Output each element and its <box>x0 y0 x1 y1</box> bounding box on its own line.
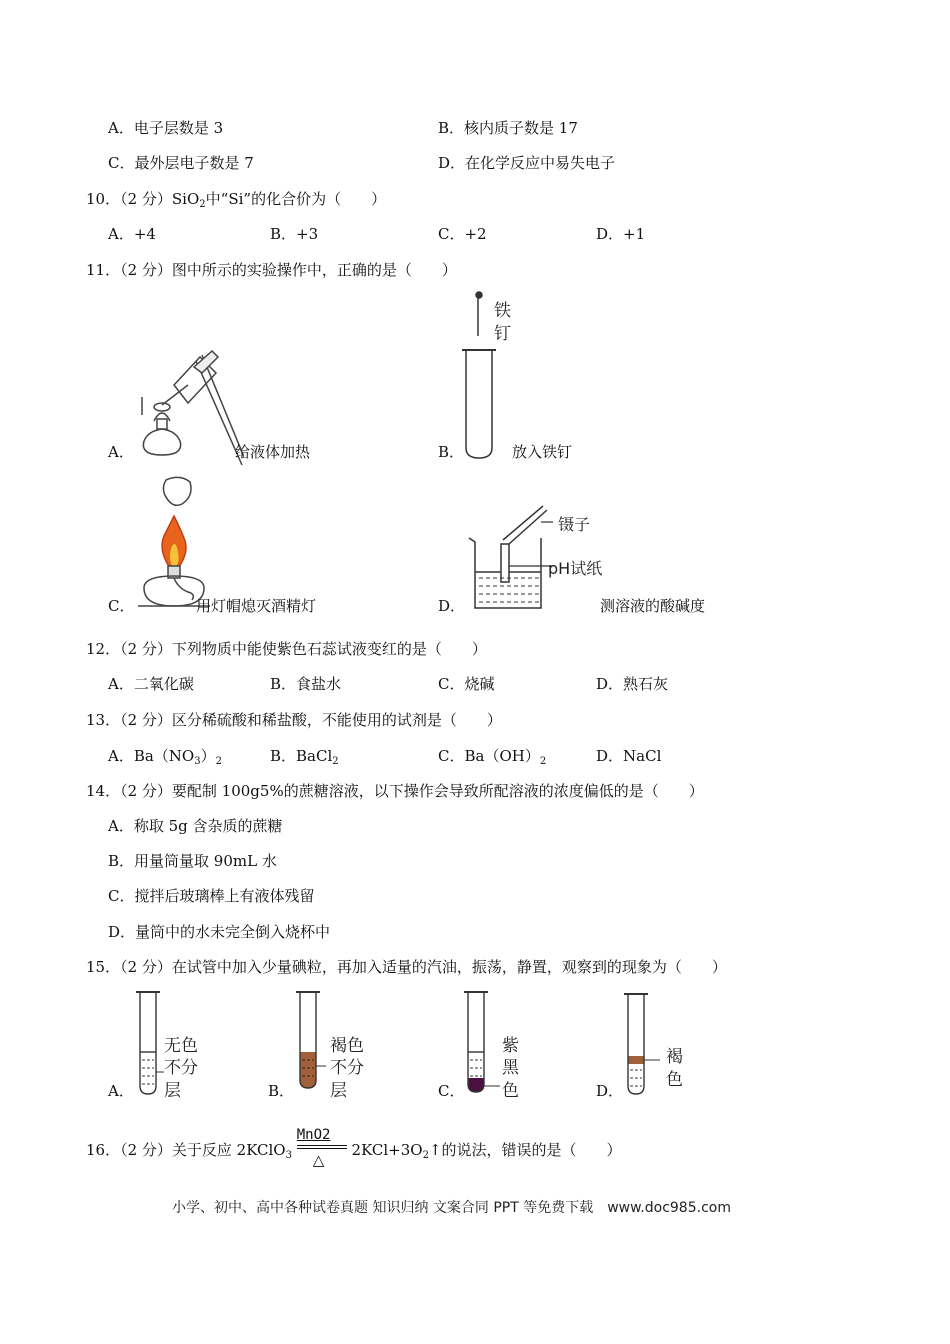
q12-stem: 12．（2 分）下列物质中能使紫色石蕊试液变红的是（ ） <box>86 640 487 658</box>
q14-option-a: A．称取 5g 含杂质的蔗糖 <box>108 817 283 835</box>
q13-option-c: C．$Ba(OH)_2$ <box>438 747 547 767</box>
q9-option-d: D．在化学反应中易失电子 <box>438 154 616 172</box>
q14-option-c: C．搅拌后玻璃棒上有液体残留 <box>108 887 315 905</box>
q11-option-a-caption: 给液体加热 <box>235 443 311 461</box>
reaction-condition <box>296 1127 347 1169</box>
figure-heating-liquid <box>132 345 244 467</box>
q13-option-d: D．NaCl <box>596 747 662 765</box>
q15-c-label-2: 黑 <box>502 1058 519 1078</box>
q15-b-label-1: 褐色 <box>330 1036 364 1056</box>
figure-alcohol-lamp-cap <box>130 472 210 612</box>
q10-option-d: D．+1 <box>596 225 646 243</box>
q15-b-label-2: 不分 <box>330 1058 364 1078</box>
q11-option-b-caption: 放入铁钉 <box>512 443 573 461</box>
q11-option-d-caption: 测溶液的酸碱度 <box>600 597 706 615</box>
q11-stem: 11．（2 分）图中所示的实验操作中，正确的是（ ） <box>86 261 457 279</box>
q9-option-b: B．核内质子数是 17 <box>438 119 578 137</box>
q11-option-b-letter: B． <box>438 443 465 461</box>
q11-d-label-ph-paper: pH试纸 <box>548 559 603 578</box>
q12-option-a: A．二氧化碳 <box>108 675 194 693</box>
q15-b-label-3: 层 <box>330 1081 347 1101</box>
q15-stem: 15．（2 分）在试管中加入少量碘粒，再加入适量的汽油，振荡，静置，观察到的现象为（ ） <box>86 958 727 976</box>
q11-b-label-1: 铁 <box>494 301 511 321</box>
q13-option-b: B．BaCl$_2$ <box>270 747 339 767</box>
q12-option-d: D．熟石灰 <box>596 675 669 693</box>
q15-c-label-3: 色 <box>502 1081 519 1101</box>
q15-a-label-1: 无色 <box>164 1036 198 1056</box>
q10-option-a: A．+4 <box>108 225 156 243</box>
q11-b-label-2: 钉 <box>494 324 511 344</box>
figure-beaker-ph <box>465 500 555 612</box>
q15-d-label-1: 褐 <box>666 1047 683 1067</box>
q15-d-label-2: 色 <box>666 1070 683 1090</box>
q15-a-label-2: 不分 <box>164 1058 198 1078</box>
q9-option-c: C．最外层电子数是 7 <box>108 154 254 172</box>
q15-option-b-letter: B． <box>268 1082 295 1100</box>
catalyst-label: MnO2 <box>296 1127 331 1143</box>
q15-a-label-3: 层 <box>164 1081 181 1101</box>
q15-c-label-1: 紫 <box>502 1036 519 1056</box>
q14-option-d: D．量筒中的水未完全倒入烧杯中 <box>108 923 331 941</box>
q11-option-d-letter: D． <box>438 597 466 615</box>
q11-option-c-letter: C． <box>108 597 135 615</box>
q15-option-c-letter: C． <box>438 1082 465 1100</box>
heat-symbol: △ <box>312 1151 325 1169</box>
q11-option-a-letter: A． <box>108 443 134 461</box>
q10-option-c: C．+2 <box>438 225 487 243</box>
q13-stem: 13．（2 分）区分稀硫酸和稀盐酸，不能使用的试剂是（ ） <box>86 711 502 729</box>
q14-stem: 14．（2 分）要配制 100g5%的蔗糖溶液，以下操作会导致所配溶液的浓度偏低的是（ ） <box>86 782 704 800</box>
q11-d-label-tweezers: 镊子 <box>558 515 591 534</box>
q11-option-c-caption: 用灯帽熄灭酒精灯 <box>196 597 317 615</box>
q16-stem: 16．（2 分）关于反应 2KClO$_3$ MnO2 △ $2KCl+3O_2↑$的说法，错误的是（ ） <box>86 1127 622 1169</box>
q13-option-a: A．$Ba(NO_3)_2$ <box>108 747 222 767</box>
q10-stem: 10．（2 分）SiO$_2$中“Si”的化合价为（ ） <box>86 190 387 210</box>
q14-option-b: B．用量筒量取 90mL 水 <box>108 852 277 870</box>
figure-tube-d <box>622 990 662 1098</box>
figure-tube-c <box>462 988 502 1098</box>
q15-option-a-letter: A． <box>108 1082 134 1100</box>
figure-tube-a <box>134 988 164 1098</box>
q12-option-b: B．食盐水 <box>270 675 342 693</box>
q15-option-d-letter: D． <box>596 1082 624 1100</box>
q9-option-a: A．电子层数是 3 <box>108 119 224 137</box>
figure-tube-b <box>294 988 328 1098</box>
q10-option-b: B．+3 <box>270 225 319 243</box>
q12-option-c: C．烧碱 <box>438 675 495 693</box>
page-footer: 小学、初中、高中各种试卷真题 知识归纳 文案合同 PPT 等免费下载 www.doc985.com <box>172 1200 731 1216</box>
